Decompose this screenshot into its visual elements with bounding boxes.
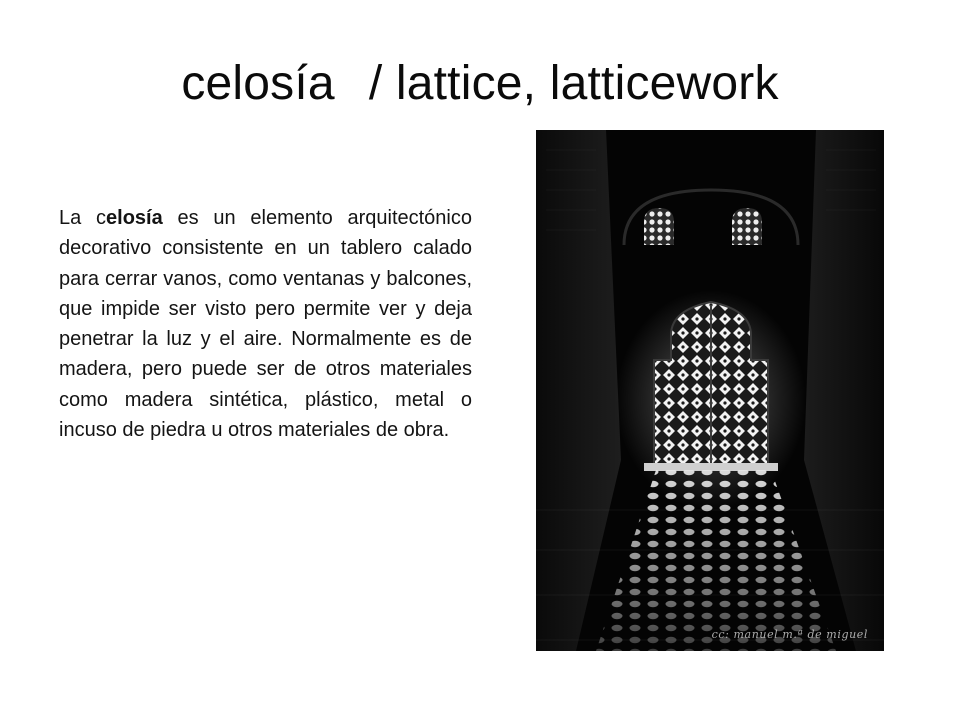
definition-paragraph [59,203,472,445]
title-translation: / lattice, latticework [368,57,779,110]
title-term: celosía [181,57,335,110]
definition-lead: La c [59,207,107,229]
slide-title [0,58,960,111]
definition-rest: es un elemento arquitectónico decorativo consistente en un tablero calado para cerrar vanos, como ventanas y balcones, que impide ser visto pero permite ver y deja penetrar la luz y el aire. Normalmente es de madera, pero puede ser de otros materiales como madera sintética, plástico, metal o incuso de piedra u otros materiales de obra. [59,207,472,442]
lattice-photo [536,130,884,651]
photo-watermark: cc: manuel m.ª de miguel [711,628,868,641]
lattice-photo-illustration [536,130,884,651]
definition-term-bold: elosía [106,207,163,229]
